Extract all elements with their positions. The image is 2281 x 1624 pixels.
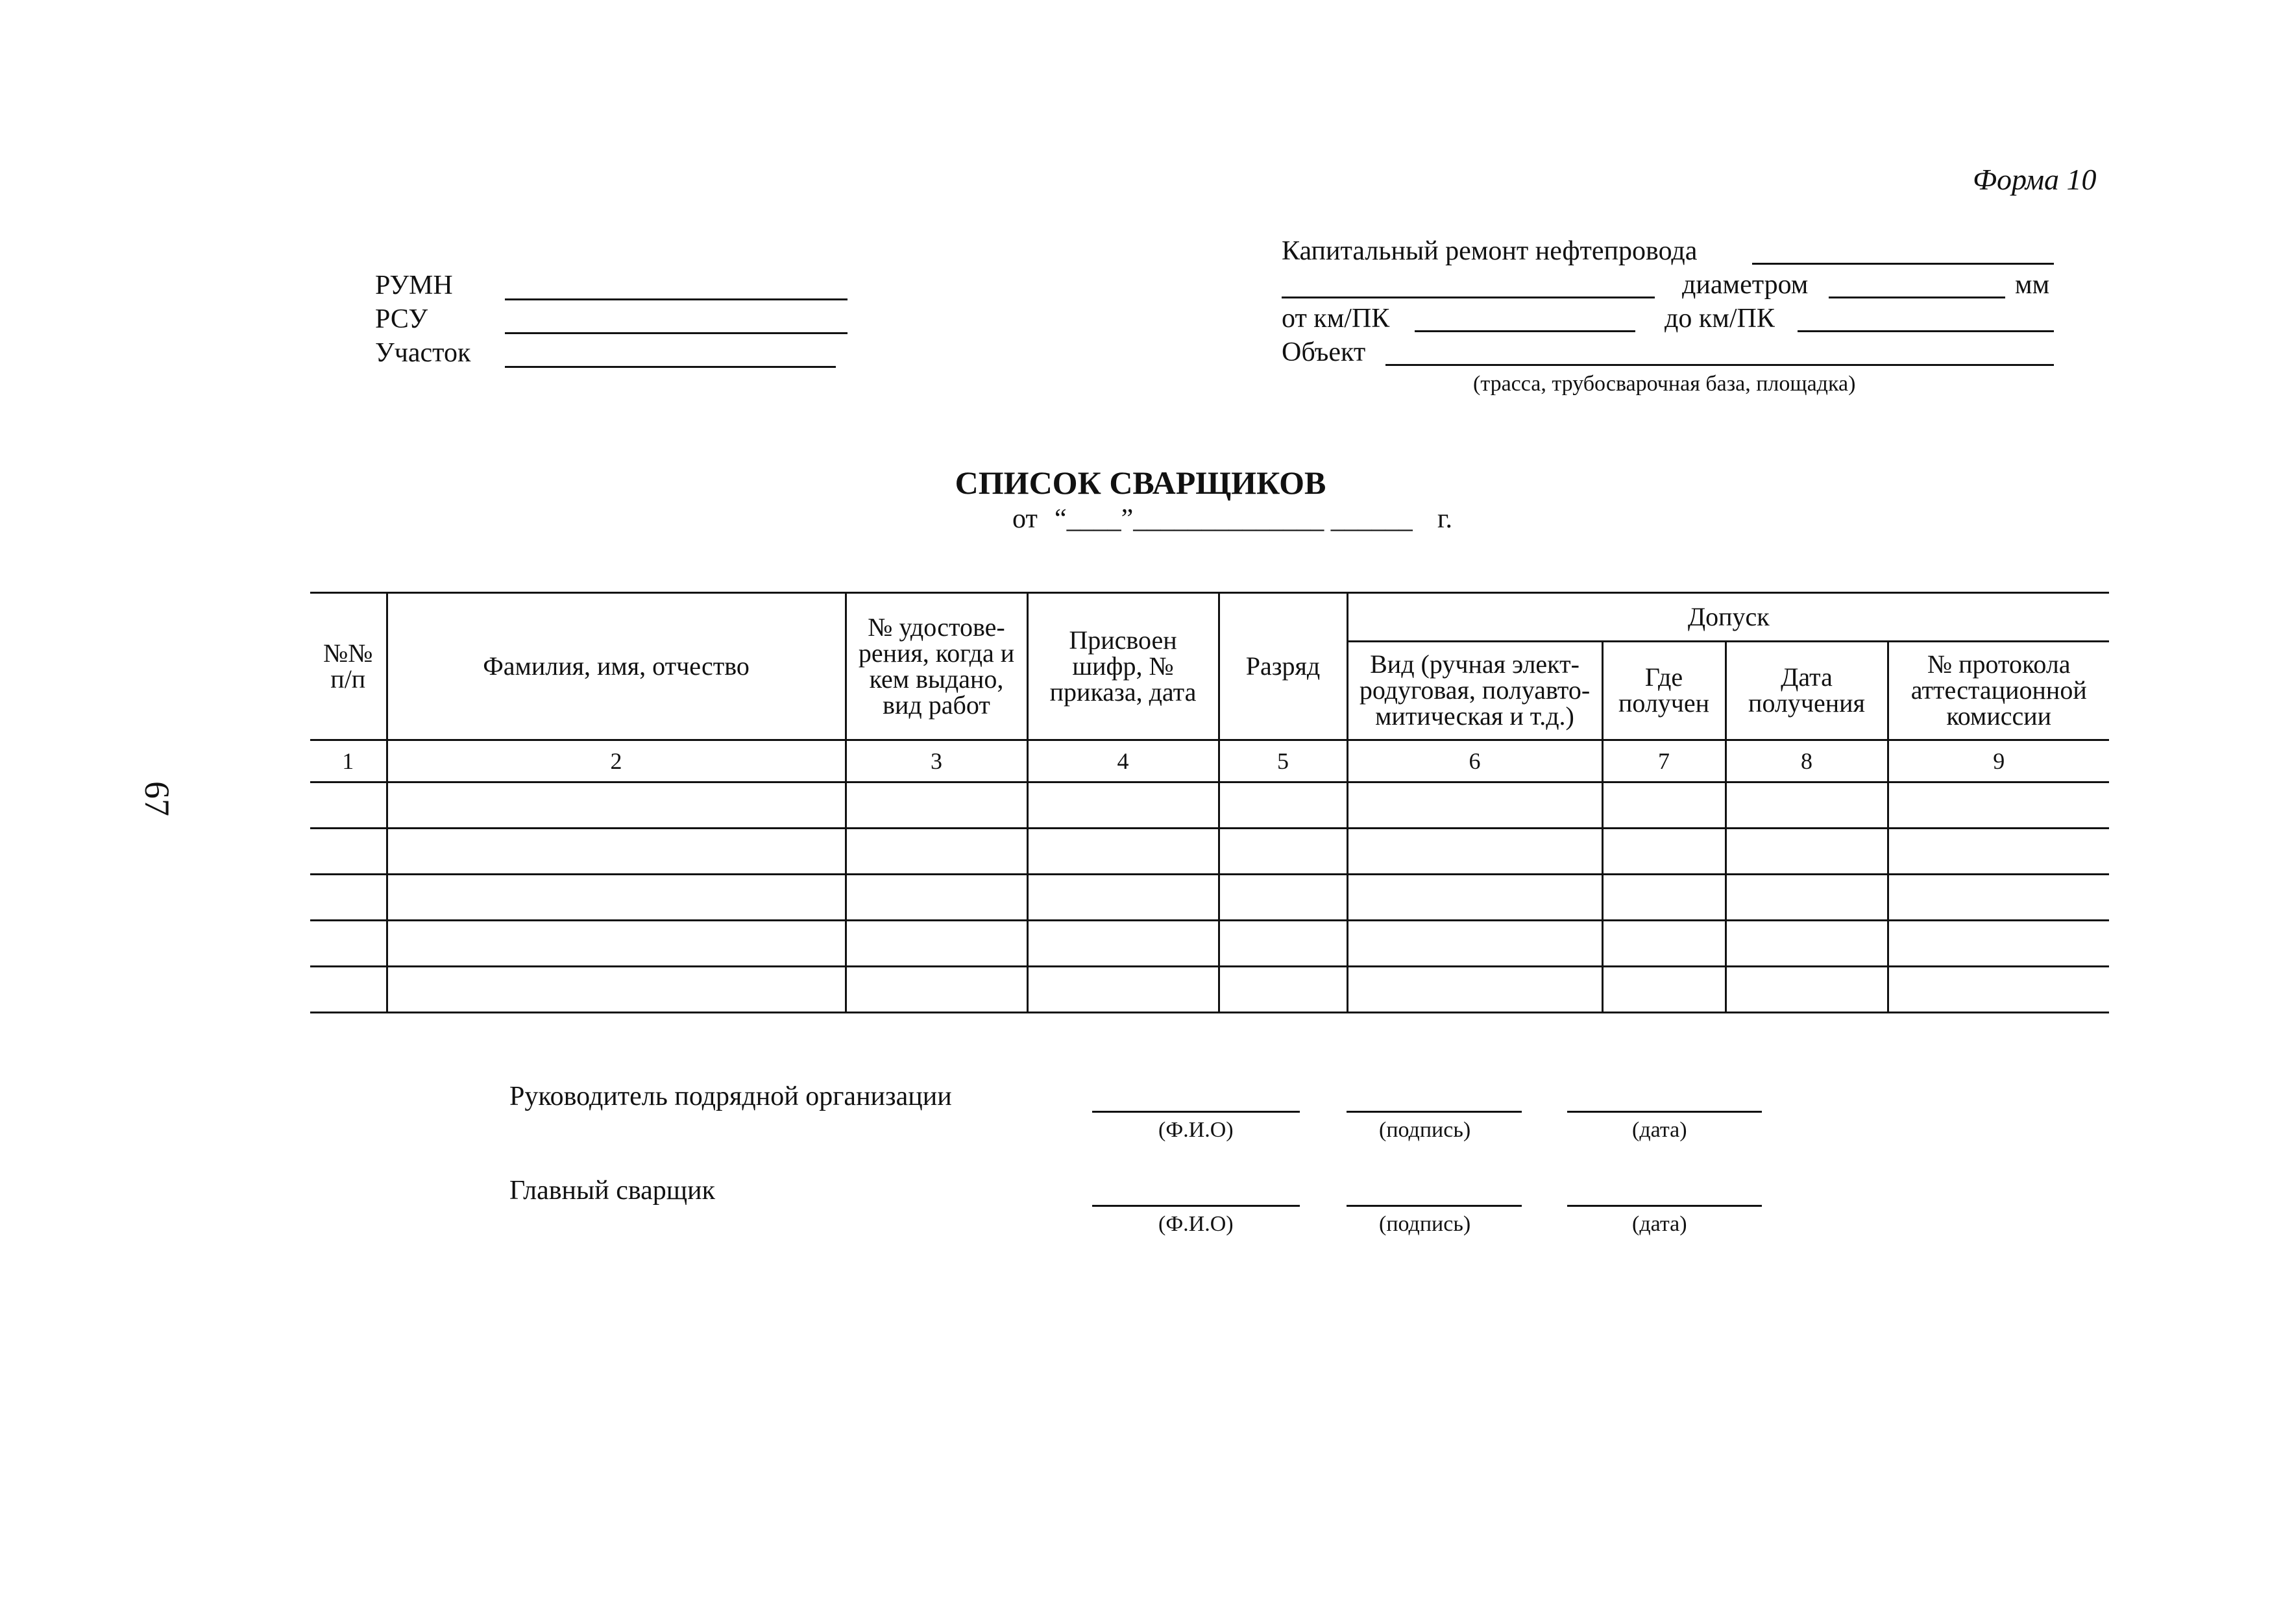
column-number: 1 (310, 740, 387, 782)
header-date: Дата получения (1726, 641, 1888, 740)
table-cell[interactable] (1602, 829, 1726, 875)
chief-welder-sign-field[interactable] (1347, 1205, 1522, 1207)
table-cell[interactable] (1347, 967, 1602, 1013)
welders-table (310, 592, 2109, 1013)
table-row (310, 967, 2109, 1013)
table-row (310, 829, 2109, 875)
table-cell[interactable] (1726, 875, 1888, 921)
object-field[interactable] (1385, 364, 2054, 366)
table-row (310, 921, 2109, 967)
table-cell[interactable] (846, 967, 1027, 1013)
table-cell[interactable] (1602, 875, 1726, 921)
diameter-label: диаметром (1682, 270, 1809, 300)
rsu-field[interactable] (505, 332, 848, 334)
director-date-hint: (дата) (1632, 1118, 1687, 1142)
table-cell[interactable] (387, 967, 846, 1013)
column-number: 9 (1888, 740, 2109, 782)
pipeline-field-2[interactable] (1282, 297, 1655, 298)
object-label: Объект (1282, 337, 1366, 367)
repair-label: Капитальный ремонт нефтепровода (1282, 236, 1698, 266)
diameter-field[interactable] (1829, 297, 2005, 298)
page-number: 67 (138, 781, 177, 816)
table-cell[interactable] (1219, 921, 1347, 967)
director-date-field[interactable] (1567, 1111, 1762, 1113)
pipeline-field[interactable] (1752, 263, 2054, 265)
table-cell[interactable] (387, 782, 846, 829)
header-certificate: № удостове-рения, когда и кем выдано, вид работ (846, 593, 1027, 740)
column-number-row (310, 740, 2109, 782)
chief-welder-fio-field[interactable] (1092, 1205, 1300, 1207)
table-cell[interactable] (1888, 921, 2109, 967)
table-cell[interactable] (1888, 875, 2109, 921)
from-km-field[interactable] (1415, 330, 1635, 332)
table-cell[interactable] (1347, 921, 1602, 967)
table-cell[interactable] (1027, 921, 1219, 967)
table-cell[interactable] (1347, 829, 1602, 875)
table-cell[interactable] (310, 829, 387, 875)
table-cell[interactable] (1726, 829, 1888, 875)
header-protocol: № протокола аттестационной комиссии (1888, 641, 2109, 740)
table-cell[interactable] (1888, 967, 2109, 1013)
rumn-label: РУМН (375, 271, 453, 300)
rumn-field[interactable] (505, 298, 848, 300)
table-cell[interactable] (310, 967, 387, 1013)
column-number: 3 (846, 740, 1027, 782)
table-cell[interactable] (387, 875, 846, 921)
header-name: Фамилия, имя, отчество (387, 593, 846, 740)
header-grade: Разряд (1219, 593, 1347, 740)
document-title: СПИСОК СВАРЩИКОВ (955, 465, 1326, 501)
header-num: №№ п/п (310, 593, 387, 740)
chief-welder-sign-hint: (подпись) (1379, 1212, 1471, 1236)
table-cell[interactable] (1219, 782, 1347, 829)
table-cell[interactable] (1027, 829, 1219, 875)
table-cell[interactable] (1888, 829, 2109, 875)
form-label: Форма 10 (1973, 163, 2097, 196)
table-cell[interactable] (1027, 782, 1219, 829)
director-fio-field[interactable] (1092, 1111, 1300, 1113)
site-label: Участок (375, 338, 471, 368)
column-number: 8 (1726, 740, 1888, 782)
table-cell[interactable] (1347, 875, 1602, 921)
table-cell[interactable] (310, 782, 387, 829)
table-cell[interactable] (1219, 967, 1347, 1013)
table-cell[interactable] (1602, 921, 1726, 967)
table-row (310, 782, 2109, 829)
table-cell[interactable] (1027, 967, 1219, 1013)
table-cell[interactable] (1602, 967, 1726, 1013)
table-cell[interactable] (1726, 782, 1888, 829)
column-number: 5 (1219, 740, 1347, 782)
header-admission: Допуск (1347, 593, 2109, 642)
from-km-label: от км/ПК (1282, 304, 1390, 333)
chief-welder-date-hint: (дата) (1632, 1212, 1687, 1236)
table-cell[interactable] (387, 829, 846, 875)
table-cell[interactable] (846, 921, 1027, 967)
signature-role-director: Руководитель подрядной организации (509, 1082, 952, 1111)
table-cell[interactable] (1219, 875, 1347, 921)
director-fio-hint: (Ф.И.О) (1158, 1118, 1234, 1142)
date-template[interactable]: “____”______________ ______ (1055, 504, 1413, 534)
table-cell[interactable] (846, 829, 1027, 875)
chief-welder-date-field[interactable] (1567, 1205, 1762, 1207)
diameter-unit: мм (2015, 270, 2050, 300)
table-cell[interactable] (1602, 782, 1726, 829)
table-cell[interactable] (310, 875, 387, 921)
table-cell[interactable] (387, 921, 846, 967)
date-suffix: г. (1437, 504, 1452, 534)
column-number: 4 (1027, 740, 1219, 782)
column-number: 6 (1347, 740, 1602, 782)
object-hint: (трасса, трубосварочная база, площадка) (1473, 372, 1856, 396)
signature-role-chief-welder: Главный сварщик (509, 1176, 716, 1206)
site-field[interactable] (505, 366, 836, 368)
table-cell[interactable] (310, 921, 387, 967)
table-cell[interactable] (846, 875, 1027, 921)
chief-welder-fio-hint: (Ф.И.О) (1158, 1212, 1234, 1236)
table-cell[interactable] (1888, 782, 2109, 829)
date-prefix: от (1012, 504, 1038, 534)
table-cell[interactable] (1219, 829, 1347, 875)
table-cell[interactable] (1347, 782, 1602, 829)
header-cipher: Присвоен шифр, № приказа, дата (1027, 593, 1219, 740)
table-row (310, 875, 2109, 921)
to-km-field[interactable] (1798, 330, 2054, 332)
to-km-label: до км/ПК (1665, 304, 1775, 333)
table-cell[interactable] (1726, 967, 1888, 1013)
director-sign-field[interactable] (1347, 1111, 1522, 1113)
header-row-1 (310, 593, 2109, 642)
column-number: 2 (387, 740, 846, 782)
header-kind: Вид (ручная элект-родуговая, полуавто-митическая и т.д.) (1347, 641, 1602, 740)
table-cell[interactable] (1027, 875, 1219, 921)
table-cell[interactable] (846, 782, 1027, 829)
director-sign-hint: (подпись) (1379, 1118, 1471, 1142)
rsu-label: РСУ (375, 304, 428, 334)
column-number: 7 (1602, 740, 1726, 782)
header-where: Где получен (1602, 641, 1726, 740)
table-cell[interactable] (1726, 921, 1888, 967)
